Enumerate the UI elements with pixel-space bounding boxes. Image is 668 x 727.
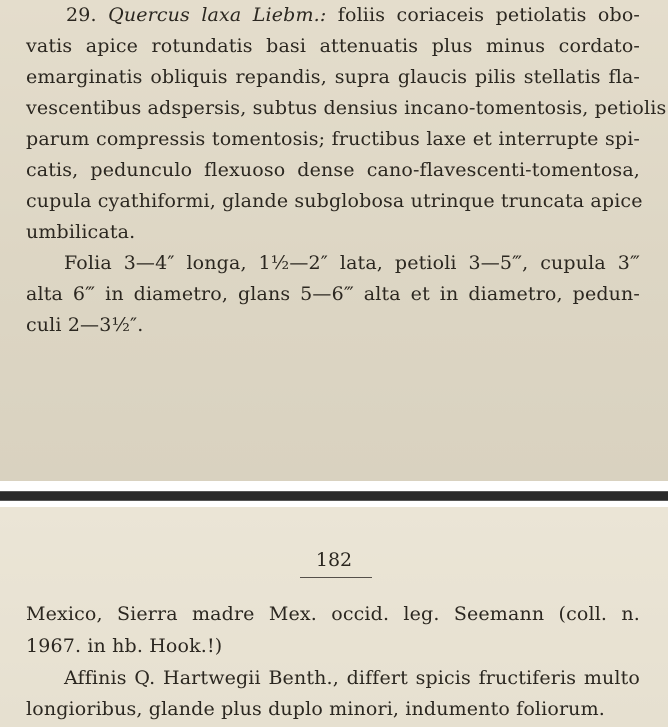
species-name: Quercus laxa Liebm.: [108, 4, 327, 26]
page-number: 182 [315, 549, 353, 571]
text-line-11: culi 2—3½″. [26, 314, 144, 336]
text-line-10: alta 6‴ in diametro, glans 5—6‴ alta et in diametro, pedun- [26, 283, 640, 305]
text-line-9: Folia 3—4″ longa, 1½—2″ lata, petioli 3—5‴, cupula 3‴ [64, 252, 640, 274]
text-line-6: catis, pedunculo flexuoso dense cano-flavescenti-tomentosa, [26, 159, 640, 181]
text-line-1 [66, 3, 640, 27]
lower-text-line-2: 1967. in hb. Hook.!) [26, 635, 223, 657]
text-line-3: emarginatis obliquis repandis, supra glaucis pilis stellatis fla- [26, 66, 640, 88]
lower-text-line-4: longioribus, glande plus duplo minori, indumento foliorum. [26, 698, 605, 720]
text-line-1-rest: foliis coriaceis petiolatis obo- [326, 4, 640, 26]
divider-band [0, 491, 668, 501]
page-divider [0, 481, 668, 507]
text-line-8: umbilicata. [26, 221, 136, 243]
text-line-4: vescentibus adspersis, subtus densius incano-tomentosis, petiolis [26, 97, 667, 119]
page-number-rule [300, 577, 372, 578]
text-line-2: vatis apice rotundatis basi attenuatis plus minus cordato- [26, 35, 640, 57]
lower-text-line-3: Affinis Q. Hartwegii Benth., differt spicis fructiferis multo [64, 667, 640, 689]
species-number: 29. [66, 4, 97, 26]
text-line-5: parum compressis tomentosis; fructibus laxe et interrupte spi- [26, 128, 640, 150]
lower-text-line-1: Mexico, Sierra madre Mex. occid. leg. Seemann (coll. n. [26, 603, 640, 625]
text-line-7: cupula cyathiformi, glande subglobosa utrinque truncata apice [26, 190, 643, 212]
